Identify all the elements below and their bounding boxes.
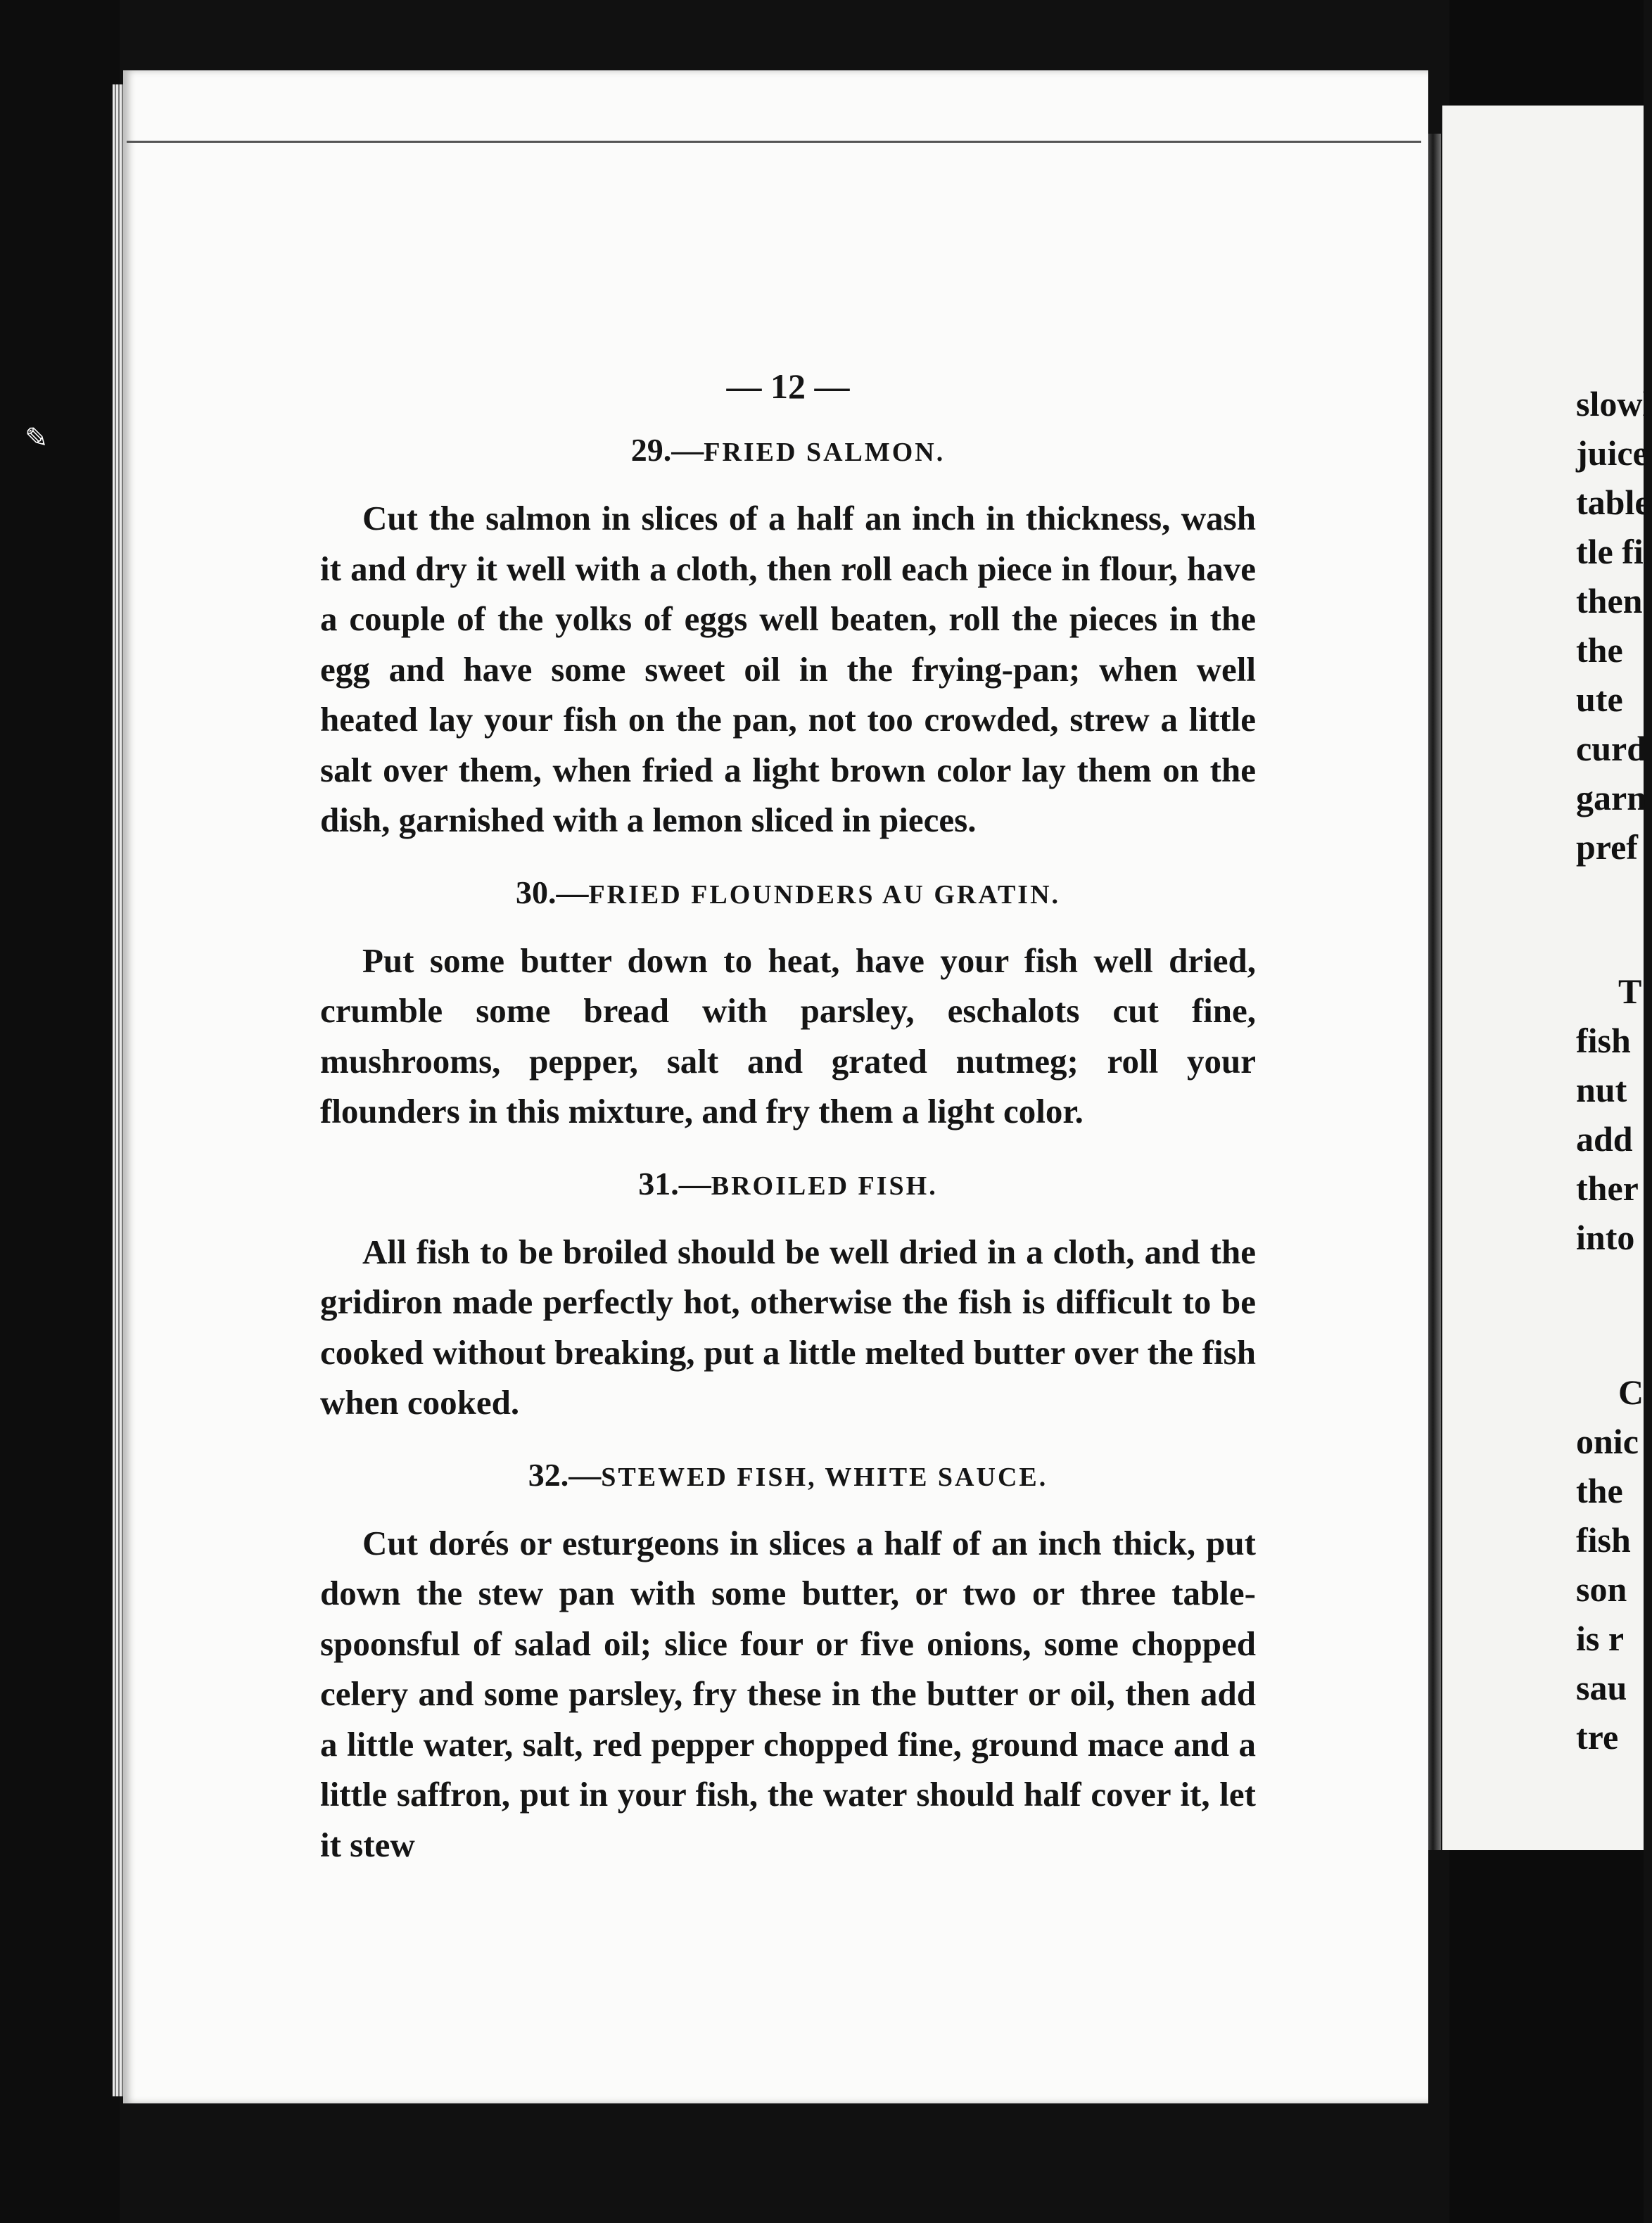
recipe-title xyxy=(320,1456,1256,1493)
recipe-30 xyxy=(320,874,1256,1137)
recipe-title xyxy=(320,874,1256,911)
recipe-number: 30.— xyxy=(515,874,589,910)
facing-line: onic xyxy=(1576,1422,1639,1461)
recipe-name: FRIED SALMON. xyxy=(704,438,946,467)
facing-line: is r xyxy=(1576,1619,1625,1658)
facing-line: pref xyxy=(1576,827,1638,867)
facing-line: table xyxy=(1576,483,1651,522)
facing-line: son xyxy=(1576,1569,1627,1609)
facing-line: fish xyxy=(1576,1520,1631,1560)
facing-line: tre xyxy=(1576,1717,1619,1757)
recipe-title xyxy=(320,1165,1256,1202)
scan-mark-icon: ✎ xyxy=(25,422,49,454)
recipe-number: 32.— xyxy=(528,1456,602,1493)
facing-page xyxy=(1442,106,1652,1850)
recipe-number: 29.— xyxy=(630,432,704,468)
recipe-body: Cut dorés or esturgeons in slices a half of an inch thick, put down the stew pan with some butter, or two or three table-spoonsful of salad oil; slice four or five onions, some chopped celery and some parsley, fry these in the butter or oil, then add a little water, salt, red pepper chopped fine, ground mace and a little saffron, put in your fish, the water should half cover it, let it stew xyxy=(320,1523,1256,1864)
page-number: — 12 — xyxy=(726,367,850,406)
facing-line: into xyxy=(1576,1218,1635,1257)
recipe-29 xyxy=(320,431,1256,846)
facing-line: garn xyxy=(1576,778,1646,817)
top-rule xyxy=(127,141,1421,143)
recipe-32 xyxy=(320,1456,1256,1871)
facing-line: curd xyxy=(1576,729,1646,768)
facing-line: ther xyxy=(1576,1168,1639,1208)
facing-line: add xyxy=(1576,1119,1633,1159)
facing-line: nut xyxy=(1576,1070,1627,1109)
page-content xyxy=(320,352,1256,1898)
facing-line: ute xyxy=(1576,680,1623,719)
facing-line: tle fi xyxy=(1576,532,1644,571)
facing-line: the xyxy=(1576,1471,1623,1510)
scan-background-left xyxy=(0,0,120,2223)
recipe-body: All fish to be broiled should be well dried in a cloth, and the gridiron made perfectly hot, otherwise the fish is difficult to be cooked without breaking, put a little melted butter over the fish when cooked. xyxy=(320,1232,1256,1422)
recipe-name: FRIED FLOUNDERS AU GRATIN. xyxy=(588,879,1061,910)
facing-line: sau xyxy=(1576,1668,1627,1707)
facing-line: C xyxy=(1618,1372,1644,1412)
recipe-body: Cut the salmon in slices of a half an inch in thickness, wash it and dry it well with a cloth, then roll each piece in flour, have a couple of the yolks of eggs well beaten, roll the pieces in the egg and have some sweet oil in the frying-pan; when well heated lay your fish on the pan, not too crowded, strew a little salt over them, when fried a light brown color lay them on the dish, garnished with a lemon sliced in pieces. xyxy=(320,499,1256,839)
recipe-body: Put some butter down to heat, have your fish well dried, crumble some bread with parsley, eschalots cut fine, mushrooms, pepper, salt and grated nutmeg; roll your flounders in this mixture, and fry them a light color. xyxy=(320,941,1256,1130)
recipe-name: STEWED FISH, WHITE SAUCE. xyxy=(601,1462,1048,1492)
facing-line: fish xyxy=(1576,1021,1631,1060)
facing-line: T xyxy=(1618,972,1642,1011)
facing-line: slowl xyxy=(1576,384,1652,423)
facing-line: juice xyxy=(1576,433,1648,473)
recipe-title xyxy=(320,431,1256,469)
facing-line: then xyxy=(1576,581,1643,620)
recipe-31 xyxy=(320,1165,1256,1428)
facing-line: the xyxy=(1576,630,1623,670)
recipe-name: BROILED FISH. xyxy=(711,1171,938,1201)
recipe-number: 31.— xyxy=(638,1165,711,1202)
